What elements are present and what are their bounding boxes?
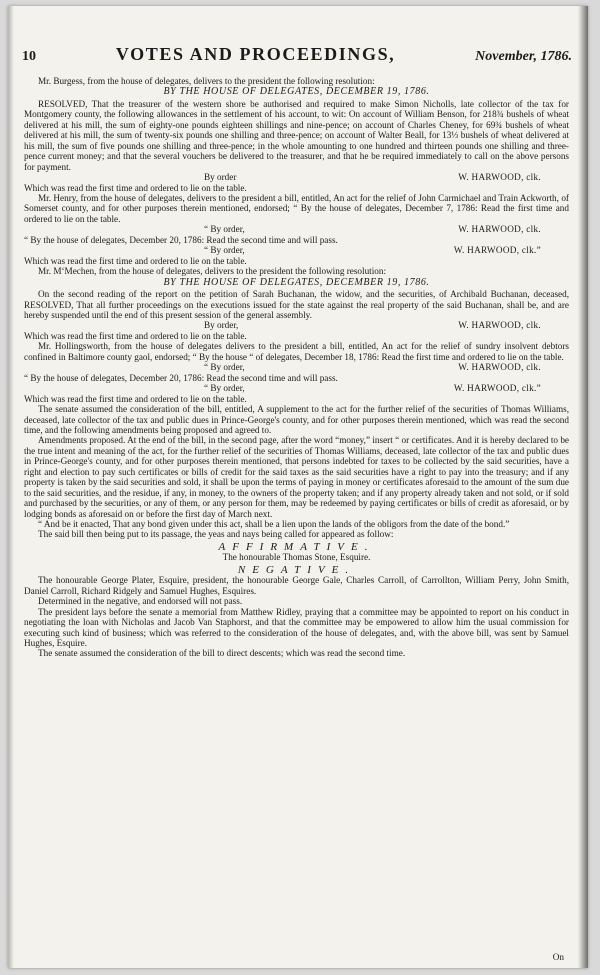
signature-line xyxy=(24,383,569,393)
vote-names: The honourable Thomas Stone, Esquire. xyxy=(222,552,371,563)
resolution-heading: BY THE HOUSE OF DELEGATES, DECEMBER 19, 1786. xyxy=(163,276,430,288)
paragraph: Which was read the first time and ordered to lie on the table. xyxy=(24,330,247,341)
signature-clerk: W. HARWOOD, clk. xyxy=(458,224,541,235)
vote-heading: NEGATIVE. xyxy=(237,563,356,576)
paragraph: Mr. M‘Mechen, from the house of delegates, delivers to the president the following resolution: xyxy=(38,266,387,277)
signature-line xyxy=(24,362,569,372)
signature-order: “ By order, xyxy=(204,362,245,373)
paragraph: The honourable George Plater, Esquire, president, the honourable George Gale, Charles Carroll, of Carrollton, William Perry, John Smith, Daniel Carroll, Richard Ridgely and Samuel Hughes, Esquires. xyxy=(24,575,569,596)
signature-clerk: W. HARWOOD, clk. xyxy=(458,320,541,331)
paragraph: Mr. Henry, from the house of delegates, delivers to the president a bill, entitled, An act for the relief of John Carmichael and Train Ackworth, of Somerset county, and for other purposes therein mentioned, endorsed; “ By the house of delegates, December 7, 1786: Read the first time and ordered to lie on the table. xyxy=(24,192,569,224)
scan-shadow-left xyxy=(8,6,14,968)
paragraph: Determined in the negative, and endorsed will not pass. xyxy=(38,596,243,607)
signature-order: “ By order, xyxy=(204,245,245,256)
signature-line xyxy=(24,320,569,330)
scan-shadow-right xyxy=(578,6,588,968)
signature-line xyxy=(24,172,569,182)
paragraph: Which was read the first time and ordered to lie on the table. xyxy=(24,255,247,266)
paragraph: “ By the house of delegates, December 20, 1786: Read the second time and will pass. xyxy=(24,372,338,383)
signature-clerk: W. HARWOOD, clk.” xyxy=(453,383,541,394)
paragraph: “ By the house of delegates, December 20, 1786: Read the second time and will pass. xyxy=(24,234,338,245)
resolution-heading: BY THE HOUSE OF DELEGATES, DECEMBER 19, 1786. xyxy=(163,86,430,98)
signature-order: “ By order, xyxy=(204,224,245,235)
signature-order: By order, xyxy=(204,320,239,331)
paragraph: The senate assumed the consideration of the bill to direct descents; which was read the second time. xyxy=(38,648,406,659)
signature-clerk: W. HARWOOD, clk. xyxy=(458,172,541,183)
paragraph: Amendments proposed. At the end of the bill, in the second page, after the word “money,” insert “ or certificates. And it is hereby declared to be the true intent and meaning of the act, for the further relief of the securities of Thomas Williams, deceased, late collector of the tax and public dues in Prince-George's county, and for other purposes therein mentioned, that persons indebted for taxes to be collected by the said securities, have a right and election to pay such certificates or bills of credit for the said taxes as the said securities have a right to pay into the treasury; and if any property is taken by the said securities and sold, it shall be upon the terms of paying in money or certificates aforesaid to the amount of the sum due to the said securities, and the residue, if any, in money, to the owners of the property taken; and if any property already taken and not sold, or if sold and purchased by the securities, or any of them, or any person for them, may be redeemed by paying certificates or bills of credit as aforesaid, or by lodging bonds as aforesaid on or before the first day of March next. xyxy=(24,435,569,519)
running-head xyxy=(22,44,572,70)
paragraph: RESOLVED, That the treasurer of the western shore be authorised and required to make Simon Nicholls, late collector of the tax for Montgomery county, the following allowances in the settlement of his account, to wit: On account of William Benson, for 218¾ bushels of wheat delivered at his mill, the sum of eighty-one pounds eighteen shillings and nine-pence; on account of Charles Cheney, for 69¾ bushels of wheat delivered at his mill, the sum of twenty-six pounds one shilling and three-pence; on account of Walter Beall, for 13⅓ bushels of wheat delivered at his mill, the sum of five pounds one shilling and three-pence; in the whole amounting to one hundred and thirteen pounds one shilling and three-pence current money; and that the several vouchers be delivered to the treasurer, and that he be required immediately to call on the above persons for payment. xyxy=(24,98,569,172)
signature-clerk: W. HARWOOD, clk. xyxy=(458,362,541,373)
paragraph: Which was read the first time and ordered to lie on the table. xyxy=(24,393,247,404)
signature-line xyxy=(24,224,569,234)
signature-line xyxy=(24,245,569,255)
vote-heading: AFFIRMATIVE. xyxy=(218,540,375,553)
paragraph: On the second reading of the report on the petition of Sarah Buchanan, the widow, and the securities, of Archibald Buchanan, deceased, RESOLVED, That all further proceedings on the executions issued for the state against the real property of the said Buchanan, shall be, and are hereby suspended until the end of this present session of the general assembly. xyxy=(24,289,569,320)
signature-order: “ By order, xyxy=(204,383,245,394)
signature-clerk: W. HARWOOD, clk.” xyxy=(453,245,541,256)
paragraph: The president lays before the senate a memorial from Matthew Ridley, praying that a committee may be appointed to report on his conduct in negotiating the loan with Nicholas and Jacob Van Staphorst, and that the committee may be empowered to allow him the usual commission for executing such kind of business; which was referred to the consideration of the house of delegates, and, with the above bill, was sent by Samuel Hughes, Esquire. xyxy=(24,606,569,649)
paragraph: The senate assumed the consideration of the bill, entitled, A supplement to the act for the further relief of the securities of Thomas Williams, deceased, late collector of the tax and public dues in Prince-George's county, and for other purposes therein mentioned, which was read the second time, and the following amendments being proposed and agreed to. xyxy=(24,404,569,435)
paragraph: The said bill then being put to its passage, the yeas and nays being called for appeared as follow: xyxy=(38,529,394,540)
paragraph: Which was read the first time and ordered to lie on the table. xyxy=(24,182,247,193)
paragraph: Mr. Hollingsworth, from the house of delegates delivers to the president a bill, entitled, An act for the relief of sundry insolvent debtors confined in Baltimore county gaol, endorsed; “ By the house “ of delegates, December 18, 1786: Read the first time and ordered to lie on the table. xyxy=(24,341,569,362)
paragraph: “ And be it enacted, That any bond given under this act, shall be a lien upon the lands of the obligors from the date of the bond.” xyxy=(38,519,510,530)
page-number: 10 xyxy=(22,49,36,64)
running-date: November, 1786. xyxy=(475,49,572,64)
page-body xyxy=(24,76,569,659)
document-page xyxy=(8,6,588,968)
signature-order: By order xyxy=(204,172,237,183)
running-title: VOTES AND PROCEEDINGS, xyxy=(115,44,396,64)
catchword: On xyxy=(552,952,564,962)
paragraph: Mr. Burgess, from the house of delegates, delivers to the president the following resolution: xyxy=(38,76,375,86)
